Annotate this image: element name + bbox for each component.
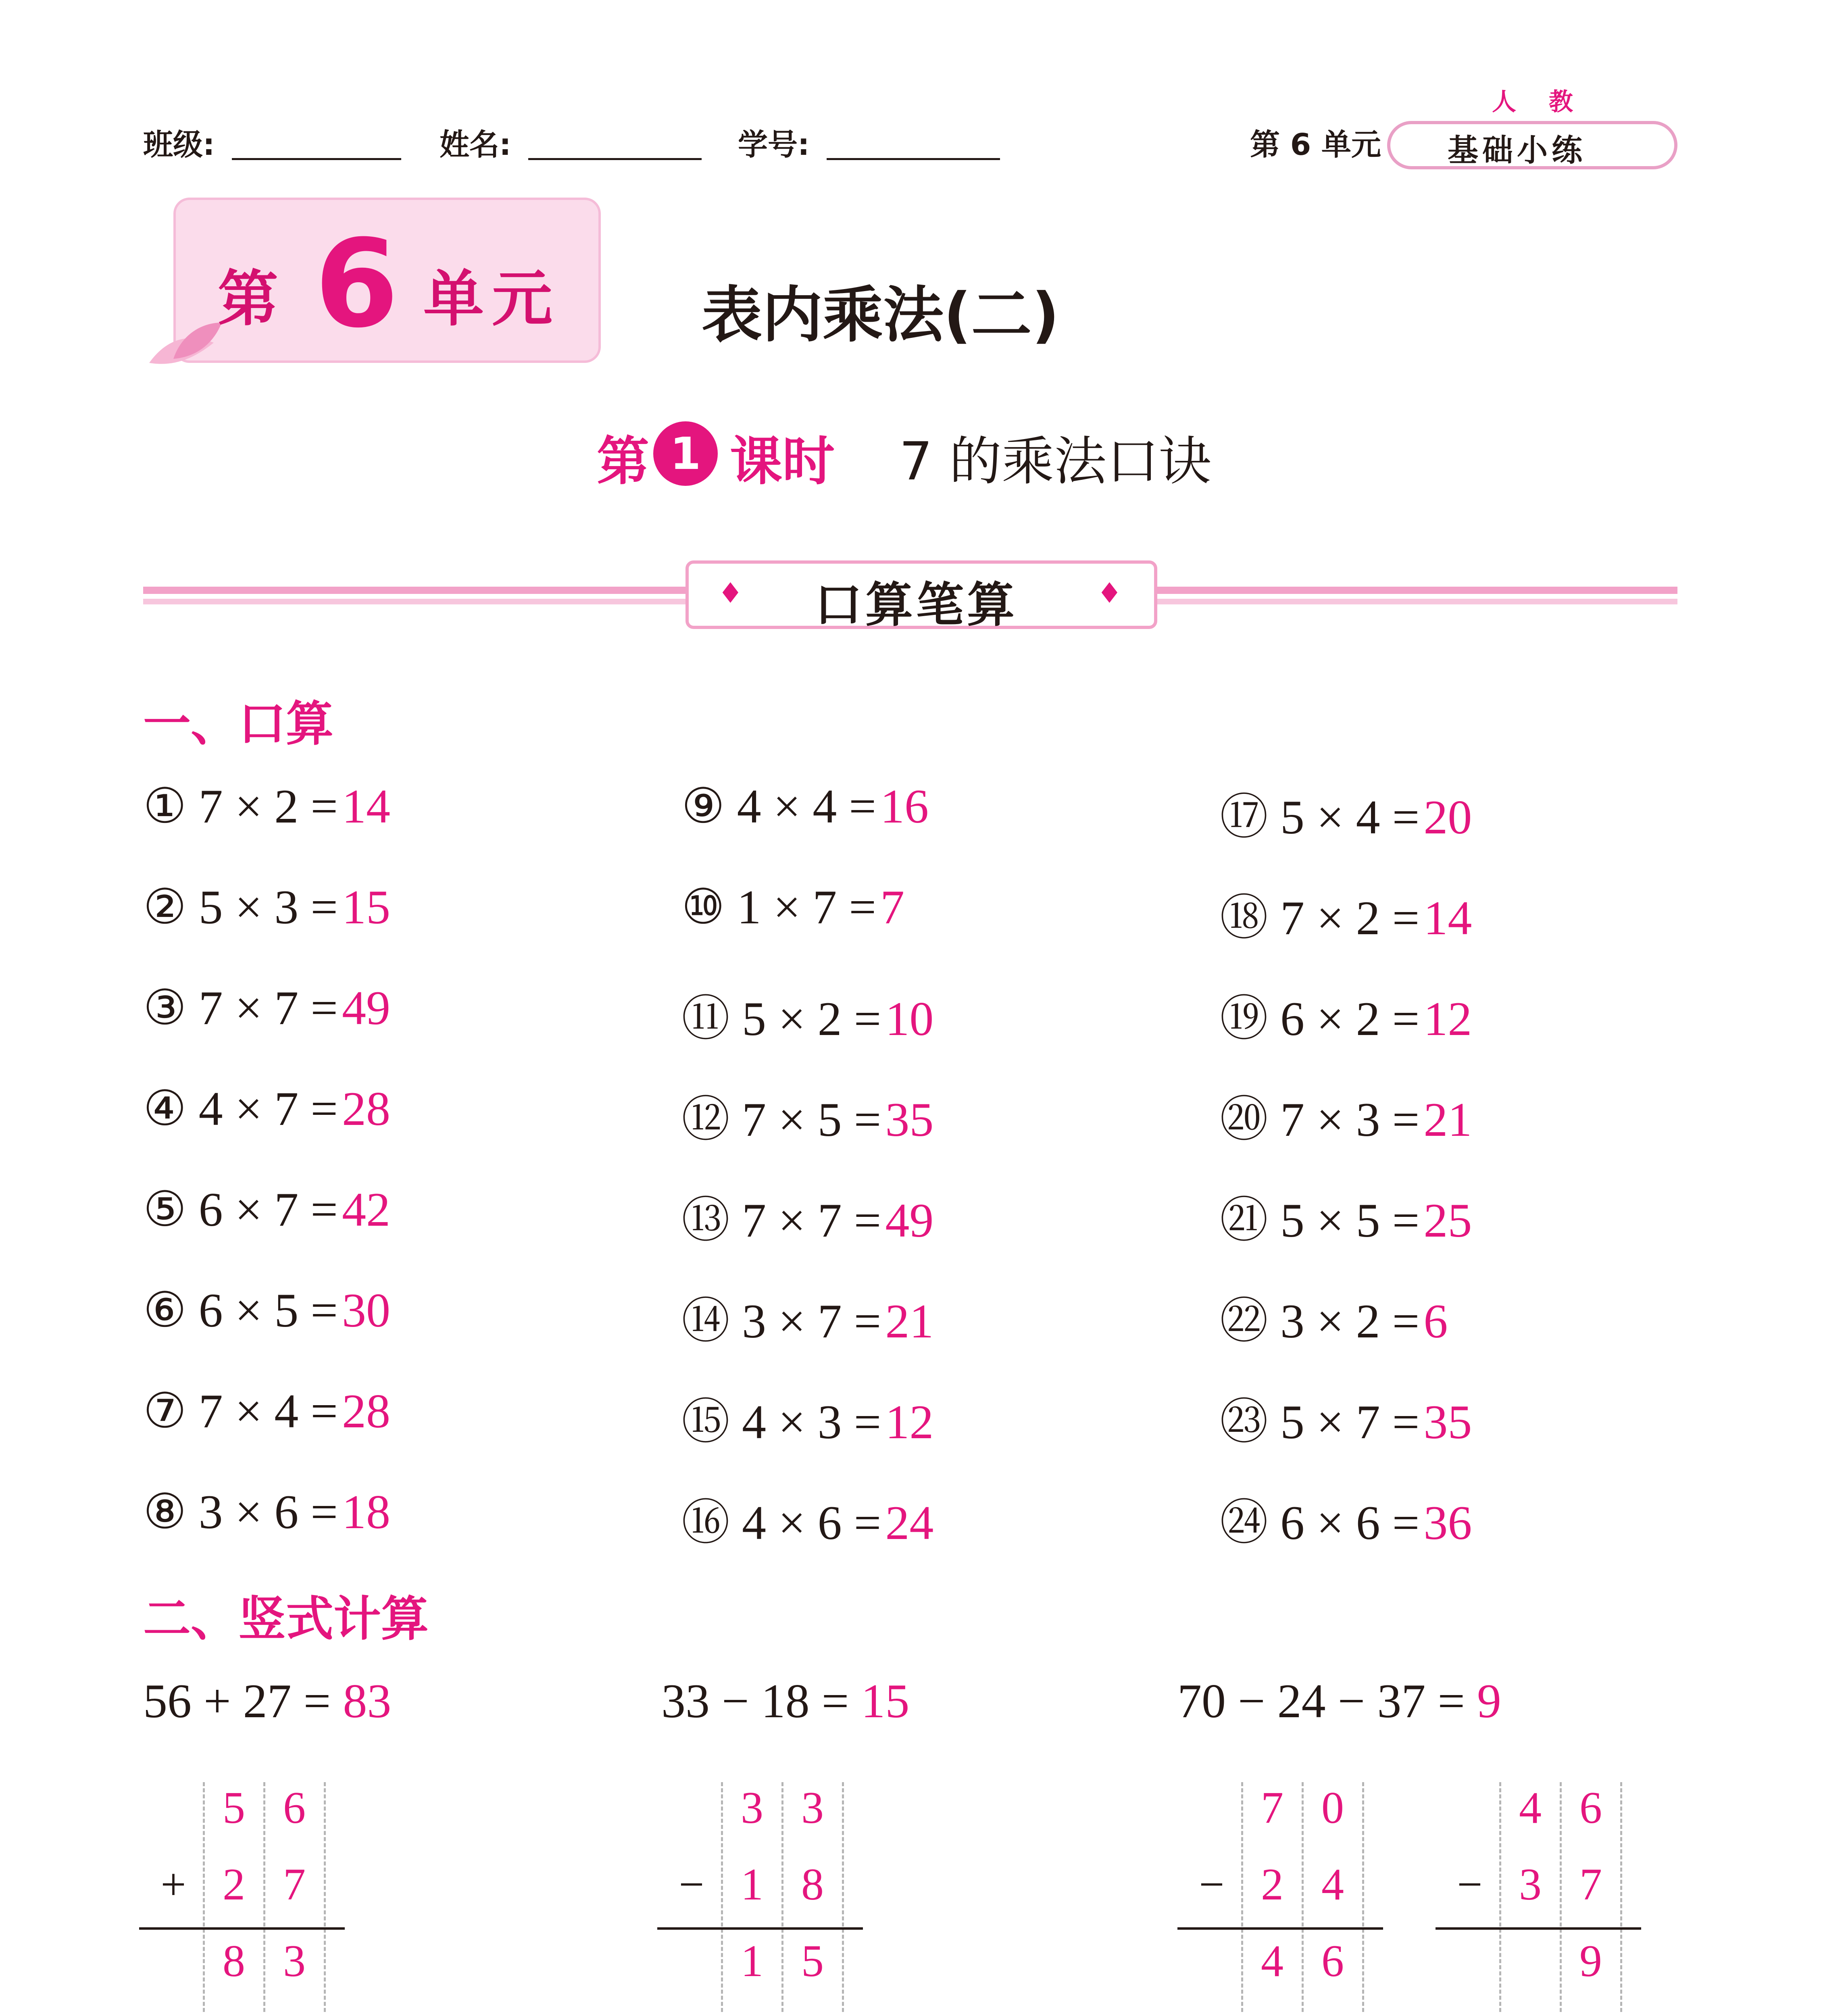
grid-line xyxy=(203,1782,205,2012)
class-blank[interactable] xyxy=(232,158,401,160)
grid-line xyxy=(842,1782,844,2012)
problem-answer: 16 xyxy=(880,779,929,833)
leaf-icon xyxy=(145,319,226,375)
lesson-number: 1 xyxy=(653,421,718,486)
sum-line xyxy=(1436,1927,1641,1930)
problem-index: ⑭ xyxy=(681,1294,730,1348)
problem-expression: 4 × 3 = xyxy=(742,1395,881,1449)
problem-expression: 6 × 5 = xyxy=(198,1283,338,1337)
oral-problem xyxy=(143,1181,390,1237)
oral-problem xyxy=(143,1484,390,1540)
problem-index: ④ xyxy=(143,1082,187,1135)
oral-problem xyxy=(143,879,390,935)
grid-line xyxy=(1241,1782,1243,2012)
problem-expression: 7 × 3 = xyxy=(1280,1093,1420,1146)
grid-line xyxy=(721,1782,723,2012)
section-title: 口算笔算 xyxy=(815,577,1018,633)
sum-line xyxy=(139,1927,345,1930)
problem-index: ⑪ xyxy=(681,992,730,1045)
problem-index: ⑩ xyxy=(681,880,725,934)
oral-problem xyxy=(143,1282,390,1338)
oral-problem xyxy=(681,1181,933,1251)
problem-index: ① xyxy=(143,779,187,833)
series-name: 基础小练 xyxy=(1448,132,1586,168)
operator: − xyxy=(679,1860,704,1910)
oral-problem xyxy=(1220,1181,1472,1251)
lesson-label-suffix: 课时 xyxy=(730,431,835,492)
digit: 6 xyxy=(1579,1783,1602,1833)
digit: 6 xyxy=(283,1783,306,1833)
grid-line xyxy=(1560,1782,1562,2012)
digit: 2 xyxy=(1261,1860,1283,1910)
problem-expression: 33 − 18 = xyxy=(661,1674,849,1728)
digit: 3 xyxy=(801,1783,824,1833)
problem-answer: 42 xyxy=(342,1183,390,1236)
problem-expression: 5 × 7 = xyxy=(1280,1395,1420,1449)
problem-answer: 25 xyxy=(1423,1193,1472,1247)
digit: 1 xyxy=(741,1936,763,1986)
problem-answer: 21 xyxy=(885,1294,934,1348)
problem-expression: 5 × 2 = xyxy=(742,992,881,1045)
oral-problem xyxy=(681,1282,933,1352)
digit: 1 xyxy=(741,1860,763,1910)
problem-answer: 7 xyxy=(880,880,904,934)
problem-index: ㉒ xyxy=(1220,1294,1268,1348)
problem-expression: 7 × 4 = xyxy=(198,1384,338,1438)
problem-expression: 5 × 4 = xyxy=(1280,790,1420,844)
class-label: 班级: xyxy=(143,127,215,162)
sum-line xyxy=(1177,1927,1383,1930)
problem-index: ③ xyxy=(143,981,187,1035)
digit: 0 xyxy=(1321,1783,1344,1833)
lesson-title: 7 的乘法口诀 xyxy=(899,431,1212,492)
operator: − xyxy=(1199,1860,1225,1910)
part2-title: 二、竖式计算 xyxy=(143,1591,429,1647)
digit: 5 xyxy=(801,1936,824,1986)
problem-expression: 4 × 7 = xyxy=(198,1082,338,1135)
problem-index: ⑯ xyxy=(681,1496,730,1549)
chapter-title: 表内乘法(二) xyxy=(702,280,1060,350)
student-id-label: 学号: xyxy=(738,127,810,162)
digit: 7 xyxy=(1579,1860,1602,1910)
problem-answer: 6 xyxy=(1423,1294,1448,1348)
oral-problem xyxy=(1220,778,1472,848)
digit: 4 xyxy=(1321,1860,1344,1910)
digit: 3 xyxy=(741,1783,763,1833)
name-label: 姓名: xyxy=(440,127,511,162)
digit: 3 xyxy=(283,1936,306,1986)
problem-index: ② xyxy=(143,880,187,934)
diamond-icon: ♦ xyxy=(1097,577,1122,610)
oral-problem xyxy=(143,980,390,1036)
problem-expression: 3 × 2 = xyxy=(1280,1294,1420,1348)
student-id-blank[interactable] xyxy=(827,158,1000,160)
problem-answer: 83 xyxy=(343,1674,392,1728)
problem-index: ⑫ xyxy=(681,1093,730,1146)
section-rule-right-2 xyxy=(1153,599,1677,604)
written-problem xyxy=(661,1673,909,1729)
grid-line xyxy=(1302,1782,1304,2012)
problem-answer: 49 xyxy=(342,981,390,1035)
series-publisher: 人 教 xyxy=(1492,88,1585,116)
problem-expression: 4 × 4 = xyxy=(737,779,876,833)
problem-answer: 30 xyxy=(342,1283,390,1337)
part1-title: 一、口算 xyxy=(143,696,334,752)
problem-index: ㉑ xyxy=(1220,1193,1268,1247)
oral-problem xyxy=(1220,1081,1472,1150)
problem-index: ⑬ xyxy=(681,1193,730,1247)
problem-answer: 49 xyxy=(885,1193,934,1247)
written-problem xyxy=(143,1673,391,1729)
problem-expression: 3 × 7 = xyxy=(742,1294,881,1348)
digit: 4 xyxy=(1261,1936,1283,1986)
problem-answer: 10 xyxy=(885,992,934,1045)
problem-index: ⑧ xyxy=(143,1485,187,1539)
problem-expression: 7 × 5 = xyxy=(742,1093,881,1146)
problem-expression: 7 × 2 = xyxy=(1280,891,1420,945)
section-rule-right xyxy=(1153,587,1677,594)
problem-index: ⑤ xyxy=(143,1183,187,1236)
problem-expression: 5 × 3 = xyxy=(198,880,338,934)
oral-problem xyxy=(143,1383,390,1439)
lesson-label-prefix: 第 xyxy=(597,431,650,492)
oral-problem xyxy=(681,1383,933,1452)
problem-expression: 6 × 7 = xyxy=(198,1183,338,1236)
oral-problem xyxy=(143,778,390,834)
problem-expression: 7 × 2 = xyxy=(198,779,338,833)
problem-expression: 7 × 7 = xyxy=(742,1193,881,1247)
oral-problem xyxy=(1220,1383,1472,1452)
digit: 2 xyxy=(223,1860,245,1910)
problem-answer: 14 xyxy=(1423,891,1472,945)
digit: 7 xyxy=(283,1860,306,1910)
digit: 7 xyxy=(1261,1783,1283,1833)
grid-line xyxy=(1362,1782,1364,2012)
unit-number: 6 xyxy=(315,214,399,354)
problem-answer: 35 xyxy=(1423,1395,1472,1449)
oral-problem xyxy=(143,1081,390,1137)
unit-prefix: 第 xyxy=(218,264,283,334)
problem-index: ㉔ xyxy=(1220,1496,1268,1549)
section-rule-left xyxy=(143,587,688,594)
problem-answer: 24 xyxy=(885,1496,934,1549)
unit-suffix: 单元 xyxy=(423,264,561,334)
problem-expression: 5 × 5 = xyxy=(1280,1193,1420,1247)
digit: 9 xyxy=(1579,1936,1602,1986)
problem-answer: 12 xyxy=(885,1395,934,1449)
name-blank[interactable] xyxy=(528,158,702,160)
problem-expression: 6 × 6 = xyxy=(1280,1496,1420,1549)
problem-expression: 6 × 2 = xyxy=(1280,992,1420,1045)
problem-answer: 36 xyxy=(1423,1496,1472,1549)
unit-header-label: 第 6 单元 xyxy=(1250,127,1381,162)
problem-answer: 21 xyxy=(1423,1093,1472,1146)
problem-answer: 18 xyxy=(342,1485,390,1539)
problem-answer: 12 xyxy=(1423,992,1472,1045)
oral-problem xyxy=(1220,1484,1472,1553)
problem-answer: 28 xyxy=(342,1082,390,1135)
grid-line xyxy=(1620,1782,1622,2012)
problem-answer: 28 xyxy=(342,1384,390,1438)
operator: + xyxy=(160,1860,186,1910)
sum-line xyxy=(657,1927,863,1930)
problem-index: ⑲ xyxy=(1220,992,1268,1045)
problem-expression: 4 × 6 = xyxy=(742,1496,881,1549)
problem-expression: 70 − 24 − 37 = xyxy=(1177,1674,1465,1728)
grid-line xyxy=(781,1782,783,2012)
problem-index: ⑱ xyxy=(1220,891,1268,945)
digit: 3 xyxy=(1519,1860,1542,1910)
problem-index: ⑨ xyxy=(681,779,725,833)
grid-line xyxy=(1499,1782,1501,2012)
oral-problem xyxy=(681,980,933,1049)
section-rule-left-2 xyxy=(143,599,688,604)
problem-index: ⑰ xyxy=(1220,790,1268,844)
oral-problem xyxy=(1220,1282,1448,1352)
problem-index: ㉓ xyxy=(1220,1395,1268,1449)
grid-line xyxy=(324,1782,326,2012)
problem-expression: 3 × 6 = xyxy=(198,1485,338,1539)
digit: 8 xyxy=(223,1936,245,1986)
digit: 6 xyxy=(1321,1936,1344,1986)
problem-expression: 56 + 27 = xyxy=(143,1674,331,1728)
oral-problem xyxy=(681,1081,933,1150)
digit: 8 xyxy=(801,1860,824,1910)
problem-answer: 35 xyxy=(885,1093,934,1146)
problem-index: ⑳ xyxy=(1220,1093,1268,1146)
problem-index: ⑮ xyxy=(681,1395,730,1449)
oral-problem xyxy=(1220,879,1472,948)
problem-index: ⑦ xyxy=(143,1384,187,1438)
oral-problem xyxy=(681,778,929,834)
digit: 5 xyxy=(223,1783,245,1833)
problem-answer: 14 xyxy=(342,779,390,833)
problem-expression: 7 × 7 = xyxy=(198,981,338,1035)
oral-problem xyxy=(681,879,904,935)
operator: − xyxy=(1457,1860,1483,1910)
problem-answer: 20 xyxy=(1423,790,1472,844)
oral-problem xyxy=(1220,980,1472,1049)
problem-answer: 15 xyxy=(342,880,390,934)
problem-expression: 1 × 7 = xyxy=(737,880,876,934)
oral-problem xyxy=(681,1484,933,1553)
problem-answer: 9 xyxy=(1477,1674,1502,1728)
problem-index: ⑥ xyxy=(143,1283,187,1337)
written-problem xyxy=(1177,1673,1501,1729)
grid-line xyxy=(263,1782,265,2012)
digit: 4 xyxy=(1519,1783,1542,1833)
diamond-icon: ♦ xyxy=(718,577,743,610)
problem-answer: 15 xyxy=(861,1674,910,1728)
